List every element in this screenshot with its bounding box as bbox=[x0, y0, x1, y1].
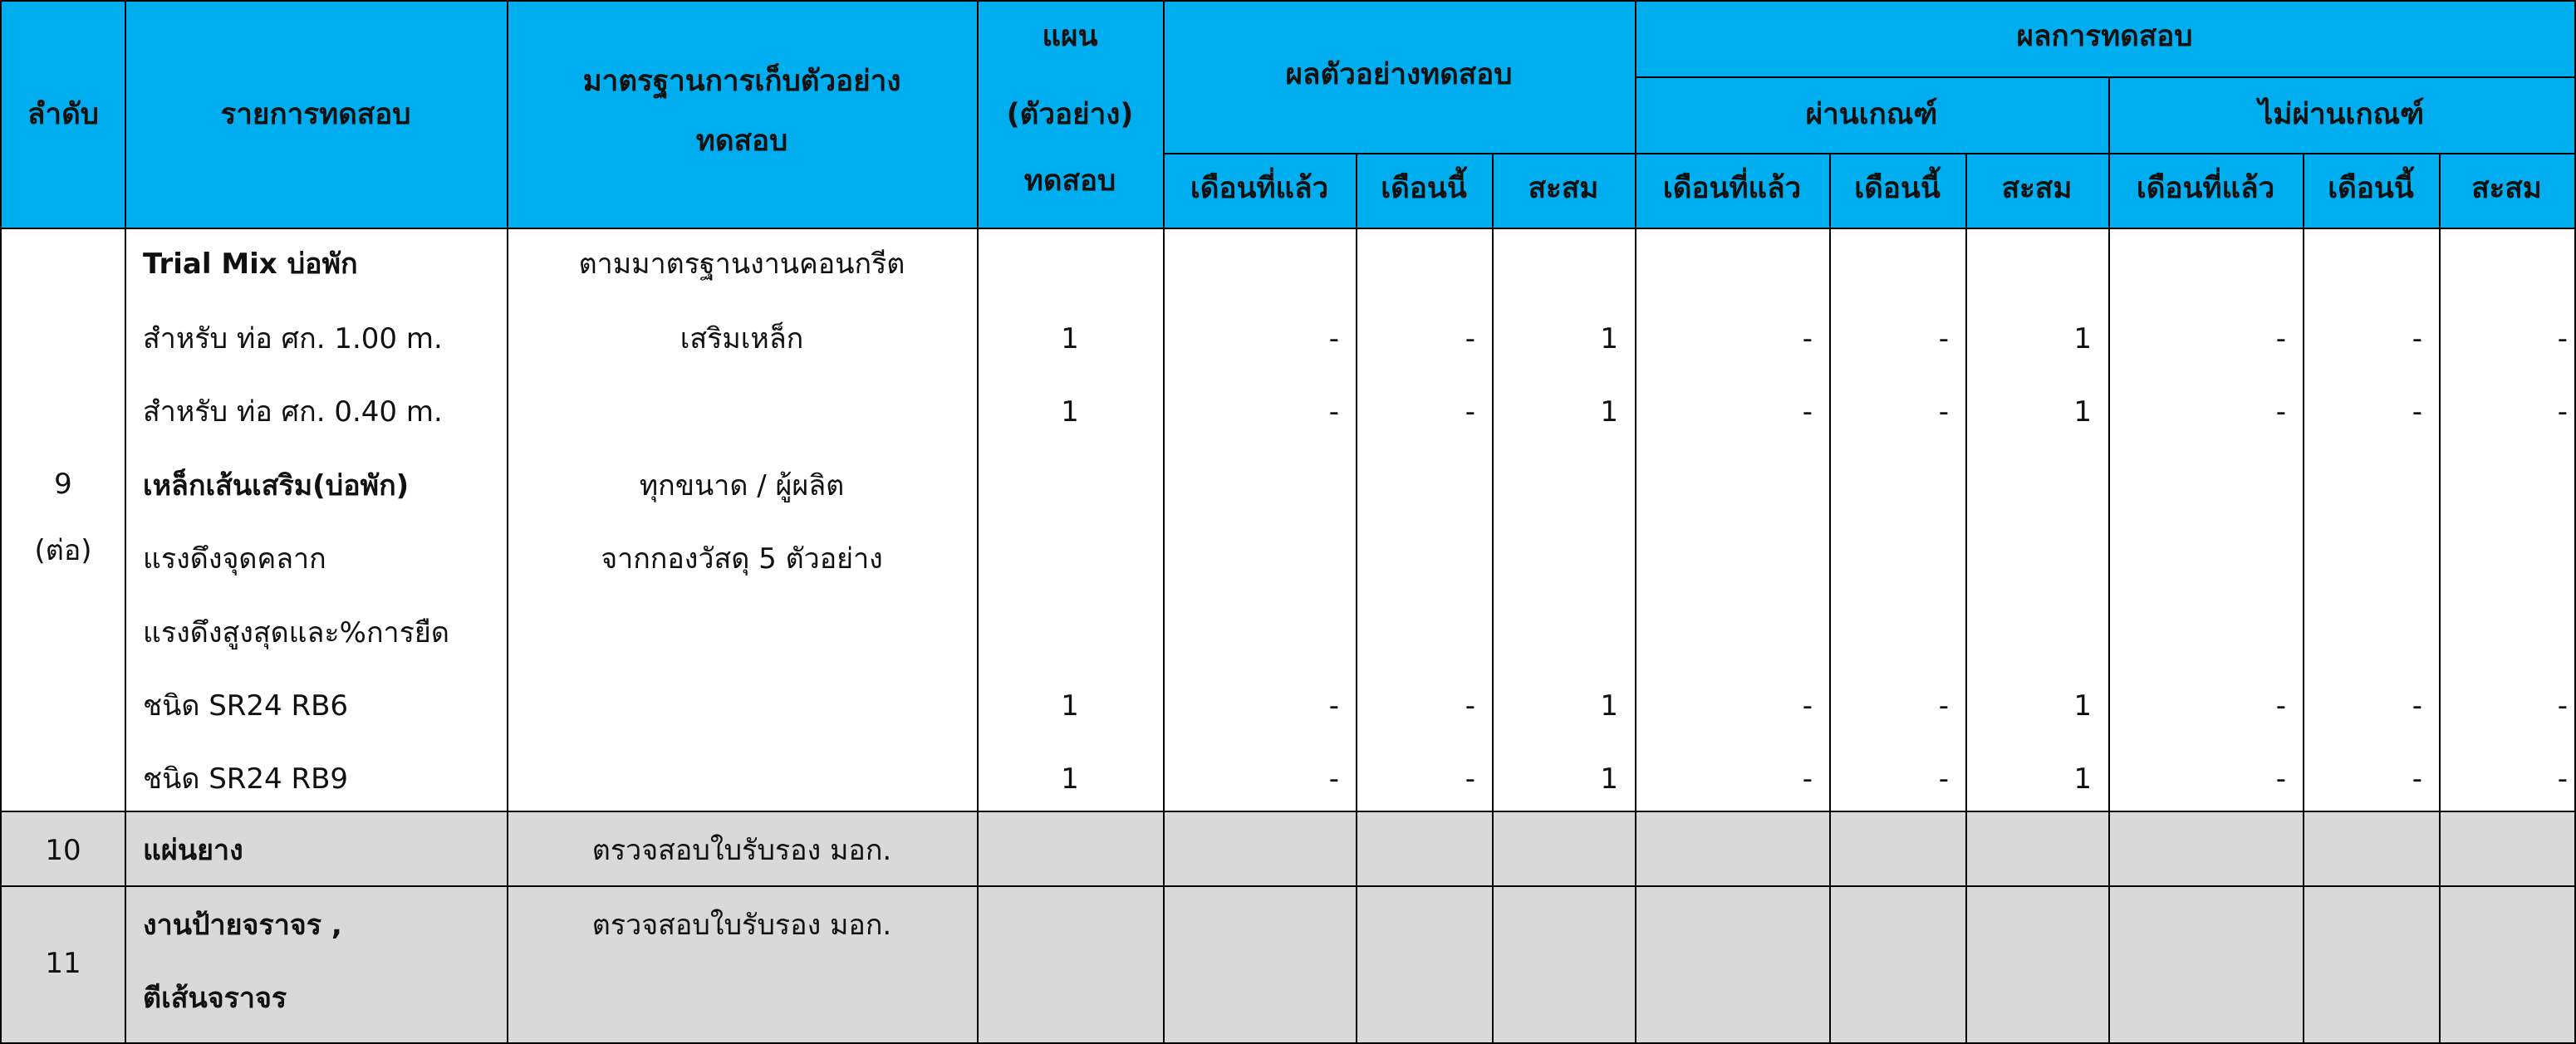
header-plan-line3: ทดสอบ bbox=[1023, 164, 1116, 198]
cell-plan: 1 bbox=[1061, 762, 1079, 796]
row9-item-line: ชนิด SR24 RB6 bbox=[143, 689, 349, 723]
header-standard-line2: ทดสอบ bbox=[695, 125, 788, 158]
row9-item-line: สำหรับ ท่อ ศก. 1.00 m. bbox=[143, 322, 443, 355]
grid-line bbox=[2439, 153, 2441, 1044]
cell-pass-this: - bbox=[1938, 689, 1949, 723]
header-item: รายการทดสอบ bbox=[220, 98, 411, 131]
header-sub-pass-this-month: เดือนนี้ bbox=[1854, 172, 1941, 205]
row9-item-line: ชนิด SR24 RB9 bbox=[143, 762, 349, 796]
row10-seq: 10 bbox=[45, 834, 81, 867]
header-sub-pass-last-month: เดือนที่แล้ว bbox=[1662, 172, 1802, 205]
cell-fail-last: - bbox=[2275, 322, 2286, 355]
row9-standard-line: ทุกขนาด / ผู้ผลิต bbox=[639, 469, 845, 502]
row11-standard: ตรวจสอบใบรับรอง มอก. bbox=[591, 909, 892, 942]
header-plan-line1: แผน bbox=[1042, 20, 1098, 53]
cell-fail-last: - bbox=[2275, 689, 2286, 723]
cell-sample-this: - bbox=[1465, 762, 1475, 796]
grid-line bbox=[1163, 0, 1165, 1044]
row10-standard: ตรวจสอบใบรับรอง มอก. bbox=[591, 834, 892, 867]
grid-line bbox=[507, 0, 508, 1044]
cell-plan: 1 bbox=[1061, 689, 1079, 723]
grid-line bbox=[977, 0, 979, 1044]
header-test-results: ผลการทดสอบ bbox=[2016, 20, 2193, 53]
row9-item-line: Trial Mix บ่อพัก bbox=[143, 248, 358, 281]
grid-line bbox=[1356, 153, 1357, 1044]
header-pass: ผ่านเกณฑ์ bbox=[1805, 98, 1938, 131]
cell-sample-this: - bbox=[1465, 322, 1475, 355]
header-sub-fail-cumulative: สะสม bbox=[2471, 172, 2542, 205]
cell-plan: 1 bbox=[1061, 395, 1079, 429]
grid-line bbox=[1635, 0, 1636, 1044]
row-10-background bbox=[0, 811, 2576, 886]
grid-line bbox=[0, 228, 2576, 229]
row9-seq: 9 bbox=[54, 468, 72, 501]
cell-pass-this: - bbox=[1938, 322, 1949, 355]
cell-sample-cum: 1 bbox=[1600, 395, 1618, 429]
header-sub-fail-this-month: เดือนนี้ bbox=[2328, 172, 2414, 205]
cell-sample-last: - bbox=[1328, 762, 1339, 796]
cell-fail-cum: - bbox=[2557, 322, 2568, 355]
row10-item: แผ่นยาง bbox=[143, 834, 243, 867]
row9-standard-line: ตามมาตรฐานงานคอนกรีต bbox=[578, 248, 905, 281]
cell-sample-last: - bbox=[1328, 395, 1339, 429]
header-plan-line2: (ตัวอย่าง) bbox=[1006, 98, 1134, 131]
cell-sample-last: - bbox=[1328, 322, 1339, 355]
row9-standard-line: จากกองวัสดุ 5 ตัวอย่าง bbox=[601, 542, 883, 576]
grid-line bbox=[1492, 153, 1494, 1044]
cell-plan: 1 bbox=[1061, 322, 1079, 355]
cell-sample-this: - bbox=[1465, 395, 1475, 429]
cell-fail-cum: - bbox=[2557, 689, 2568, 723]
grid-line bbox=[1635, 76, 2576, 78]
row11-seq: 11 bbox=[45, 947, 81, 980]
cell-pass-last: - bbox=[1802, 762, 1813, 796]
cell-pass-this: - bbox=[1938, 395, 1949, 429]
cell-pass-cum: 1 bbox=[2073, 689, 2092, 723]
grid-line bbox=[1965, 153, 1967, 1044]
cell-fail-this: - bbox=[2412, 322, 2422, 355]
grid-line bbox=[1829, 153, 1831, 1044]
row9-item-line: สำหรับ ท่อ ศก. 0.40 m. bbox=[143, 395, 443, 429]
cell-sample-cum: 1 bbox=[1600, 689, 1618, 723]
cell-pass-this: - bbox=[1938, 762, 1949, 796]
grid-line bbox=[0, 811, 2576, 812]
row9-item-line: แรงดึงสูงสุดและ%การยืด bbox=[143, 616, 449, 649]
cell-fail-this: - bbox=[2412, 689, 2422, 723]
cell-pass-last: - bbox=[1802, 689, 1813, 723]
row9-seq-cont: (ต่อ) bbox=[34, 534, 92, 567]
grid-line bbox=[2303, 153, 2304, 1044]
header-standard-line1: มาตรฐานการเก็บตัวอย่าง bbox=[582, 65, 901, 98]
cell-pass-last: - bbox=[1802, 322, 1813, 355]
cell-sample-last: - bbox=[1328, 689, 1339, 723]
cell-pass-last: - bbox=[1802, 395, 1813, 429]
header-sub-this-month: เดือนนี้ bbox=[1381, 172, 1467, 205]
cell-fail-last: - bbox=[2275, 762, 2286, 796]
cell-sample-cum: 1 bbox=[1600, 322, 1618, 355]
row11-item-line: ตีเส้นจราจร bbox=[143, 982, 287, 1015]
cell-pass-cum: 1 bbox=[2073, 322, 2092, 355]
header-seq: ลำดับ bbox=[27, 98, 100, 131]
header-sub-pass-cumulative: สะสม bbox=[2001, 172, 2073, 205]
grid-line bbox=[2108, 76, 2110, 1044]
table-border-top bbox=[0, 0, 2576, 2]
cell-sample-cum: 1 bbox=[1600, 762, 1618, 796]
row11-item-line: งานป้ายจราจร , bbox=[143, 909, 342, 942]
header-sub-fail-last-month: เดือนที่แล้ว bbox=[2136, 172, 2275, 205]
cell-pass-cum: 1 bbox=[2073, 762, 2092, 796]
cell-fail-cum: - bbox=[2557, 762, 2568, 796]
cell-fail-cum: - bbox=[2557, 395, 2568, 429]
header-sub-cumulative: สะสม bbox=[1528, 172, 1599, 205]
header-sample-results: ผลตัวอย่างทดสอบ bbox=[1285, 58, 1513, 91]
row9-item-line: เหล็กเส้นเสริม(บ่อพัก) bbox=[143, 469, 410, 502]
grid-line bbox=[0, 885, 2576, 887]
grid-line bbox=[0, 0, 2, 1044]
row9-standard-line: เสริมเหล็ก bbox=[680, 322, 804, 355]
header-fail: ไม่ผ่านเกณฑ์ bbox=[2258, 98, 2425, 131]
row9-item-line: แรงดึงจุดคลาก bbox=[143, 542, 326, 576]
row-11-background bbox=[0, 886, 2576, 1042]
header-sub-last-month: เดือนที่แล้ว bbox=[1190, 172, 1329, 205]
cell-fail-last: - bbox=[2275, 395, 2286, 429]
grid-line bbox=[125, 0, 126, 1044]
cell-pass-cum: 1 bbox=[2073, 395, 2092, 429]
grid-line bbox=[1163, 153, 2576, 154]
cell-fail-this: - bbox=[2412, 395, 2422, 429]
cell-fail-this: - bbox=[2412, 762, 2422, 796]
cell-sample-this: - bbox=[1465, 689, 1475, 723]
